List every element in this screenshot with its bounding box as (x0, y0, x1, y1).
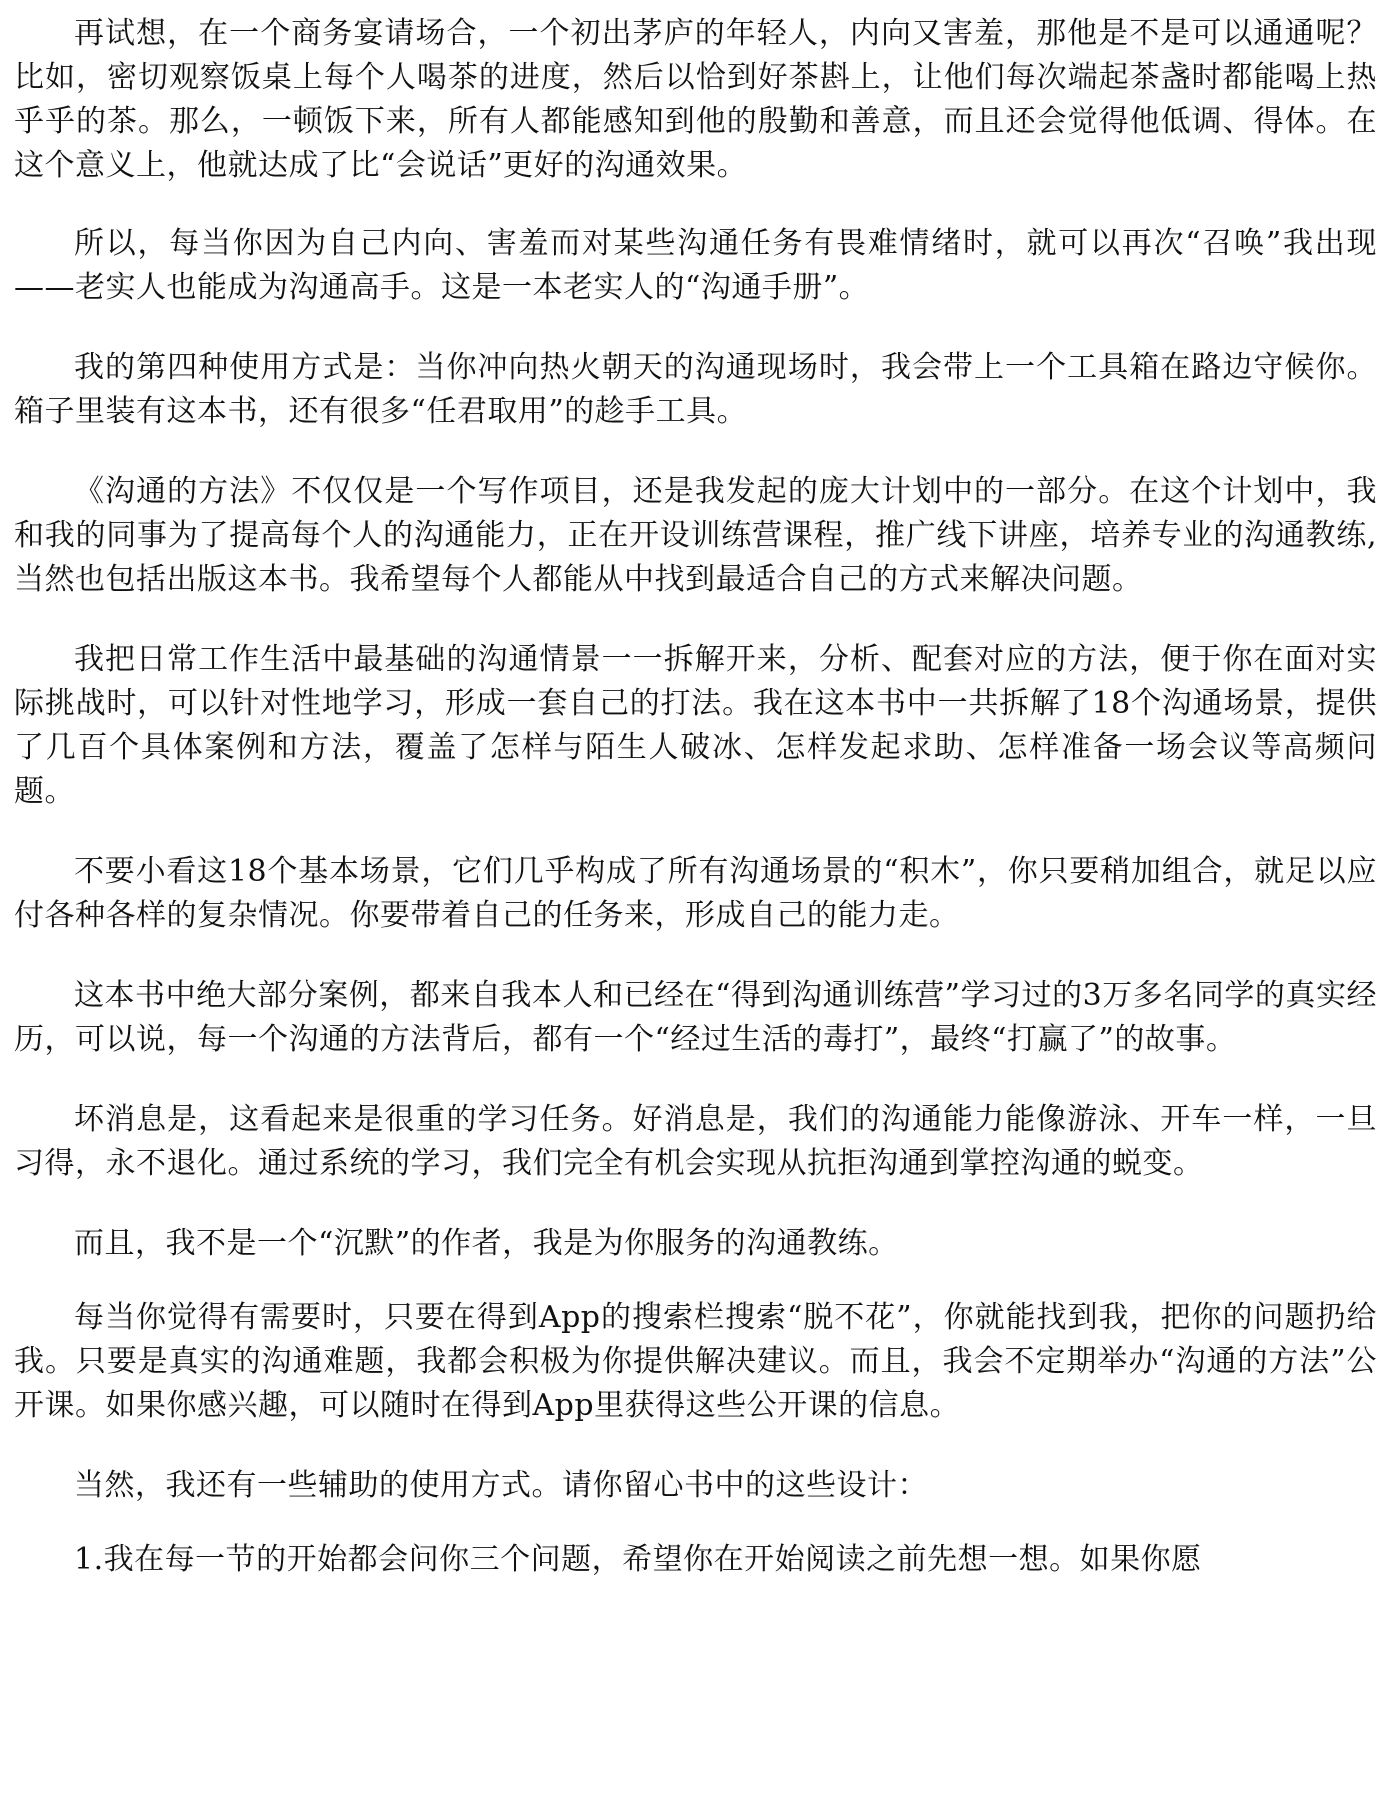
paragraph-2: 所以，每当你因为自己内向、害羞而对某些沟通任务有畏难情绪时，就可以再次“召唤”我出现——老实人也能成为沟通高手。这是一本老实人的“沟通手册”。 (14, 226, 1377, 305)
paragraph-7: 这本书中绝大部分案例，都来自我本人和已经在“得到沟通训练营”学习过的3万多名同学的真实经历，可以说，每一个沟通的方法背后，都有一个“经过生活的毒打”，最终“打赢了”的故事。 (14, 978, 1377, 1057)
paragraph-6: 不要小看这18个基本场景，它们几乎构成了所有沟通场景的“积木”，你只要稍加组合，就足以应付各种各样的复杂情况。你要带着自己的任务来，形成自己的能力走。 (14, 854, 1377, 933)
paragraph-11: 当然，我还有一些辅助的使用方式。请你留心书中的这些设计： (74, 1468, 928, 1503)
paragraph-3: 我的第四种使用方式是：当你冲向热火朝天的沟通现场时，我会带上一个工具箱在路边守候你。箱子里装有这本书，还有很多“任君取用”的趁手工具。 (14, 350, 1377, 429)
paragraph-5: 我把日常工作生活中最基础的沟通情景一一拆解开来，分析、配套对应的方法，便于你在面对实际挑战时，可以针对性地学习，形成一套自己的打法。我在这本书中一共拆解了18个沟通场景，提供了几百个具体案例和方法，覆盖了怎样与陌生人破冰、怎样发起求助、怎样准备一场会议等高频问题。 (14, 642, 1377, 809)
paragraph-1: 再试想，在一个商务宴请场合，一个初出茅庐的年轻人，内向又害羞，那他是不是可以通通呢？比如，密切观察饭桌上每个人喝茶的进度，然后以恰到好茶斟上，让他们每次端起茶盏时都能喝上热乎乎的茶。那么，一顿饭下来，所有人都能感知到他的殷勤和善意，而且还会觉得他低调、得体。在这个意义上，他就达成了比“会说话”更好的沟通效果。 (14, 16, 1377, 183)
paragraph-10: 每当你觉得有需要时，只要在得到App的搜索栏搜索“脱不花”，你就能找到我，把你的问题扔给我。只要是真实的沟通难题，我都会积极为你提供解决建议。而且，我会不定期举办“沟通的方法”公开课。如果你感兴趣，可以随时在得到App里获得这些公开课的信息。 (14, 1300, 1377, 1423)
paragraph-4: 《沟通的方法》不仅仅是一个写作项目，还是我发起的庞大计划中的一部分。在这个计划中，我和我的同事为了提高每个人的沟通能力，正在开设训练营课程，推广线下讲座，培养专业的沟通教练,当然也包括出版这本书。我希望每个人都能从中找到最适合自己的方式来解决问题。 (14, 474, 1377, 597)
paragraph-8: 坏消息是，这看起来是很重的学习任务。好消息是，我们的沟通能力能像游泳、开车一样，一旦习得，永不退化。通过系统的学习，我们完全有机会实现从抗拒沟通到掌控沟通的蜕变。 (14, 1102, 1377, 1181)
paragraph-12: 1.我在每一节的开始都会问你三个问题，希望你在开始阅读之前先想一想。如果你愿 (74, 1542, 1202, 1577)
paragraph-9: 而且，我不是一个“沉默”的作者，我是为你服务的沟通教练。 (74, 1226, 899, 1261)
